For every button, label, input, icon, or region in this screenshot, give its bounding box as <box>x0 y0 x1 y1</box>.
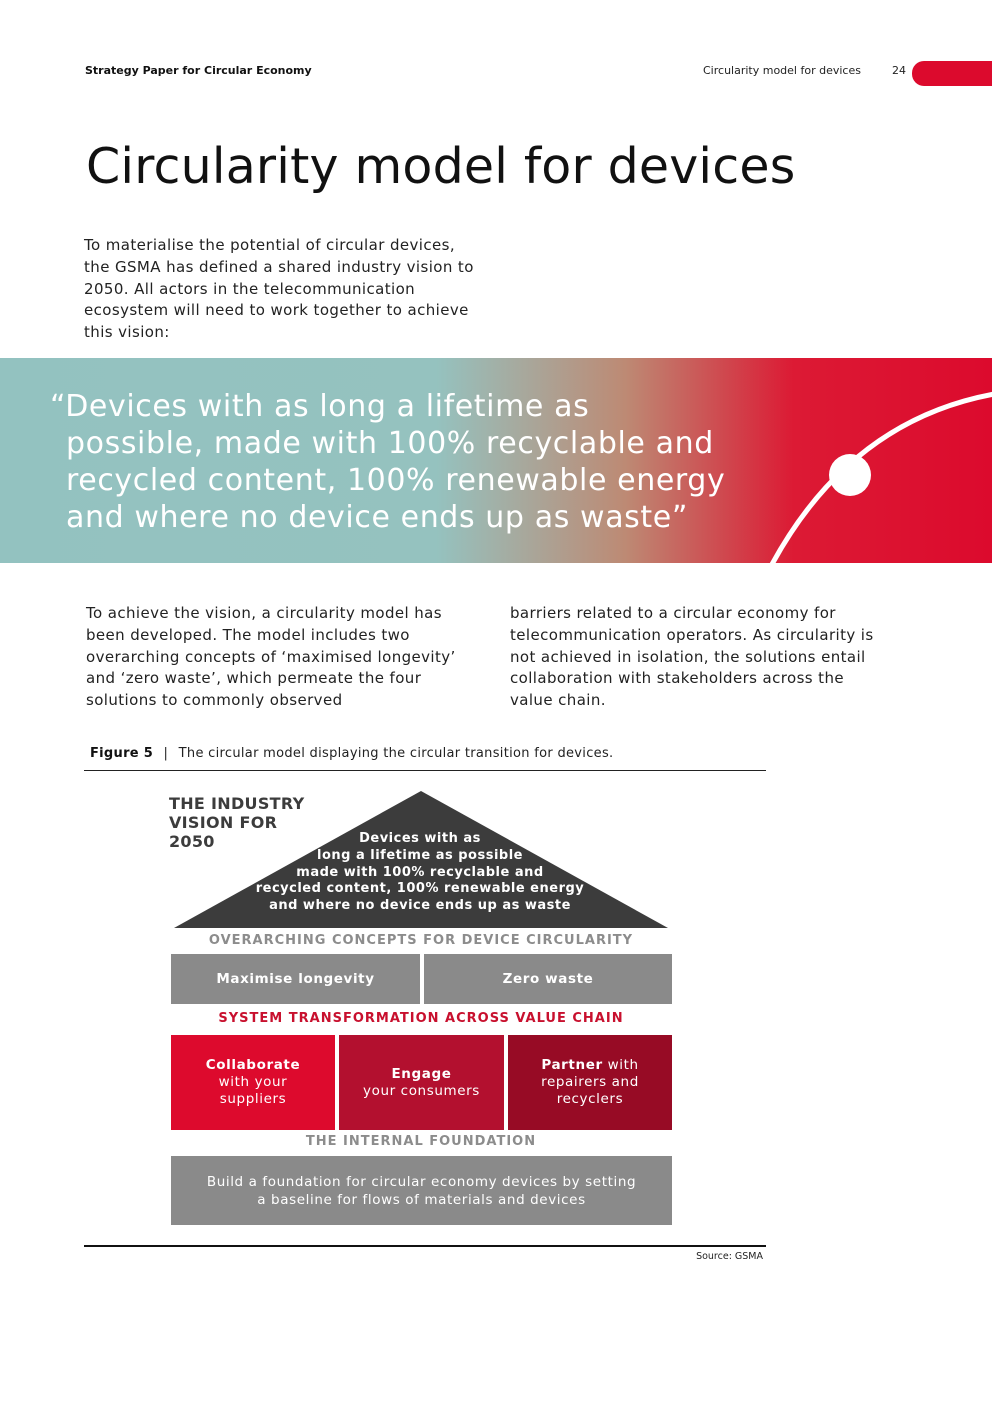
vision-statement-line: long a lifetime as possible <box>317 847 523 863</box>
solution-title: Collaborate <box>205 1057 301 1073</box>
solution-text: with your <box>218 1074 288 1090</box>
vision-statement-line: made with 100% recyclable and <box>296 864 544 880</box>
body-column-right: barriers related to a circular economy for telecommunication operators. As circularity is not achieved in isolation, the solutions entail collaboration with stakeholders across the value chain. <box>510 604 874 710</box>
figure-source: Source: GSMA <box>696 1251 763 1262</box>
figure-top-rule <box>84 770 766 771</box>
concepts-heading: OVERARCHING CONCEPTS FOR DEVICE CIRCULARITY <box>208 933 634 948</box>
vision-statement <box>250 831 590 915</box>
foundation-heading: THE INTERNAL FOUNDATION <box>305 1134 537 1149</box>
vision-label-line: 2050 <box>169 832 215 851</box>
vision-quote <box>50 388 826 536</box>
vision-statement-line: recycled content, 100% renewable energy <box>255 881 585 897</box>
solution-engage <box>339 1035 504 1130</box>
transformation-heading: SYSTEM TRANSFORMATION ACROSS VALUE CHAIN <box>218 1011 624 1026</box>
vision-label-line: VISION FOR <box>169 813 278 832</box>
body-column-left: To achieve the vision, a circularity model has been developed. The model includes two overarching concepts of ‘maximised longevity’ and ‘zero waste’, which permeate the four solutions to commonly observed <box>86 604 456 710</box>
solution-text: suppliers <box>219 1091 287 1107</box>
solution-partner <box>508 1035 672 1130</box>
concept-maximise-longevity: Maximise longevity <box>171 954 420 1004</box>
solution-text: your consumers <box>363 1082 480 1099</box>
vision-label-line: THE INDUSTRY <box>169 794 305 813</box>
solution-collaborate <box>171 1035 335 1130</box>
quote-line: recycled content, 100% renewable energy <box>66 463 726 498</box>
concept-zero-waste: Zero waste <box>424 954 672 1004</box>
quote-line: and where no device ends up as waste” <box>66 500 688 535</box>
header-tab-decoration <box>912 61 992 86</box>
internal-foundation-box <box>171 1156 672 1225</box>
vision-statement-line: Devices with as <box>359 831 481 846</box>
quote-line: possible, made with 100% recyclable and <box>66 426 714 461</box>
document-title: Strategy Paper for Circular Economy <box>85 64 312 77</box>
figure-caption <box>90 746 613 761</box>
figure-label: Figure 5 <box>90 746 154 761</box>
section-name: Circularity model for devices <box>703 64 861 77</box>
solution-text: repairers and <box>541 1074 639 1090</box>
page-number: 24 <box>892 64 906 77</box>
figure-caption-text: The circular model displaying the circular transition for devices. <box>178 746 614 761</box>
solution-text: recyclers <box>556 1091 624 1107</box>
intro-paragraph: To materialise the potential of circular devices, the GSMA has defined a shared industry vision to 2050. All actors in the telecommunication ecosystem will need to work together to achieve this vision: <box>84 236 474 342</box>
solution-title: Engage <box>391 1065 452 1082</box>
page-title: Circularity model for devices <box>86 138 796 195</box>
figure-bottom-rule <box>84 1245 766 1247</box>
caption-separator: | <box>163 746 169 761</box>
solution-title: Partner <box>541 1057 603 1073</box>
foundation-text: a baseline for flows of materials and devices <box>257 1191 586 1208</box>
foundation-text: Build a foundation for circular economy devices by setting <box>206 1173 637 1190</box>
solution-text: with <box>602 1057 639 1073</box>
quote-line: “Devices with as long a lifetime as <box>50 389 590 424</box>
vision-statement-line: and where no device ends up as waste <box>269 898 571 914</box>
